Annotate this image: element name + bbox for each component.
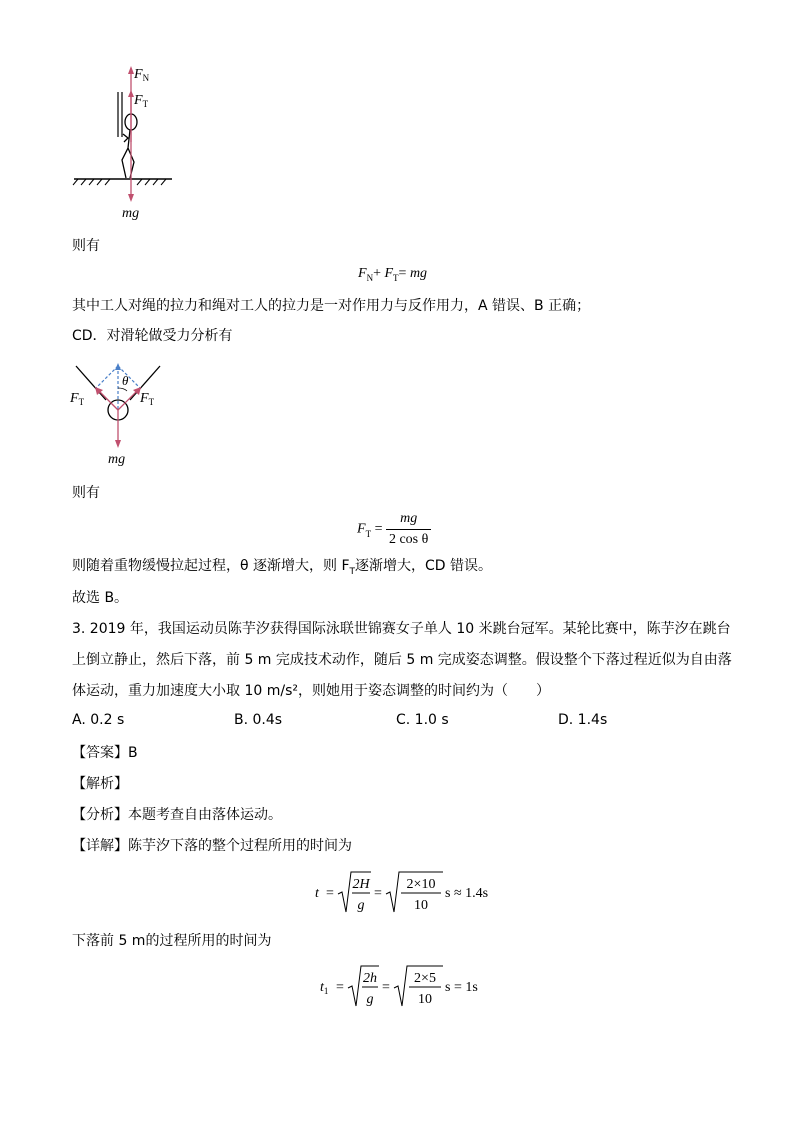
option-c: C. 1.0 s: [396, 712, 449, 728]
fn-label: $F_N$: [134, 67, 150, 83]
mg-label-pulley: mg: [108, 452, 126, 467]
analysis-label: 【解析】: [72, 776, 128, 792]
analysis-summary: 【分析】本题考查自由落体运动。: [72, 807, 282, 823]
equation-total-time: [315, 868, 505, 916]
paragraph-cd-analysis: CD．对滑轮做受力分析有: [72, 328, 233, 344]
eq4-tail: s = 1s: [445, 980, 478, 995]
mg-arrowhead: [128, 194, 134, 202]
detail-intro: 【详解】陈芋汐下落的整个过程所用的时间为: [72, 838, 352, 854]
pulley-force-diagram: [68, 358, 168, 470]
eq3-tail: s ≈ 1.4s: [445, 886, 489, 901]
equation-force-balance: $F_N+ F_T=$ mg: [358, 266, 428, 283]
option-a: A. 0.2 s: [72, 712, 125, 728]
paragraph-action-reaction: 其中工人对绳的拉力和绳对工人的拉力是一对作用力与反作用力，A 错误、B 正确；: [72, 298, 591, 314]
eq4-den2: 10: [418, 992, 432, 1007]
parallelogram-left: [96, 366, 118, 388]
mg-arrowhead-pulley: [115, 440, 121, 448]
question3-line2: 上倒立静止，然后下落，前 5 m 完成技术动作，随后 5 m 完成姿态调整。假设整个下落过程近似为自由落: [72, 652, 732, 668]
paragraph-choose-b: 故选 B。: [72, 590, 129, 606]
equation-total-time-svg: [315, 868, 505, 916]
answer-label: 【答案】B: [72, 745, 138, 761]
eq4-lhs: $t_1$: [320, 980, 329, 996]
equation-first-5m-time: [320, 962, 500, 1010]
paragraph-then-2: 则有: [72, 485, 100, 501]
eq3-equals2: =: [374, 886, 382, 901]
eq3-equals1: =: [326, 886, 334, 901]
paragraph-then: 则有: [72, 238, 100, 254]
eq3-lhs: t: [315, 886, 319, 901]
paragraph-theta-increases: 则随着重物缓慢拉起过程，θ 逐渐增大，则 $F_T$逐渐增大，CD 错误。: [72, 558, 493, 577]
worker-body: [122, 130, 134, 178]
eq4-num1: 2h: [363, 971, 377, 986]
worker-force-diagram: [68, 62, 188, 224]
eq4-equals2: =: [382, 980, 390, 995]
option-b: B. 0.4s: [234, 712, 283, 728]
mg-label: mg: [122, 206, 140, 221]
theta-arc: [118, 388, 127, 391]
option-d: D. 1.4s: [558, 712, 608, 728]
paragraph-first-5m: 下落前 5 m的过程所用的时间为: [72, 933, 272, 949]
ft-right-label: $F_T$: [140, 391, 155, 407]
question3-line3: 体运动，重力加速度大小取 10 m/s²，则她用于姿态调整的时间约为（ ）: [72, 683, 550, 699]
eq3-den1: g: [357, 898, 365, 913]
equation-tension: $F_T$ = $\frac{mg}{\text{2 cos θ}}$: [357, 509, 431, 550]
eq4-den1: g: [366, 992, 374, 1007]
theta-label: θ: [122, 373, 129, 388]
ft-label: $F_T$: [134, 93, 149, 109]
eq3-num2: 2×10: [406, 877, 436, 892]
rope-left: [76, 366, 106, 400]
question3-line1: 3. 2019 年，我国运动员陈芋汐获得国际泳联世锦赛女子单人 10 米跳台冠军。某轮比赛中，陈芋汐在跳台: [72, 621, 731, 637]
fraction-tension: $\frac{mg}{\text{2 cos θ}}$: [386, 509, 431, 550]
resultant-arrowhead: [115, 363, 121, 370]
eq3-num1: 2H: [352, 877, 370, 892]
eq3-den2: 10: [414, 898, 428, 913]
eq4-num2: 2×5: [414, 971, 436, 986]
eq4-equals1: =: [336, 980, 344, 995]
ground-hatching: [73, 179, 166, 185]
equation-first-5m-svg: [320, 962, 500, 1010]
ft-left-label: $F_T$: [70, 391, 85, 407]
